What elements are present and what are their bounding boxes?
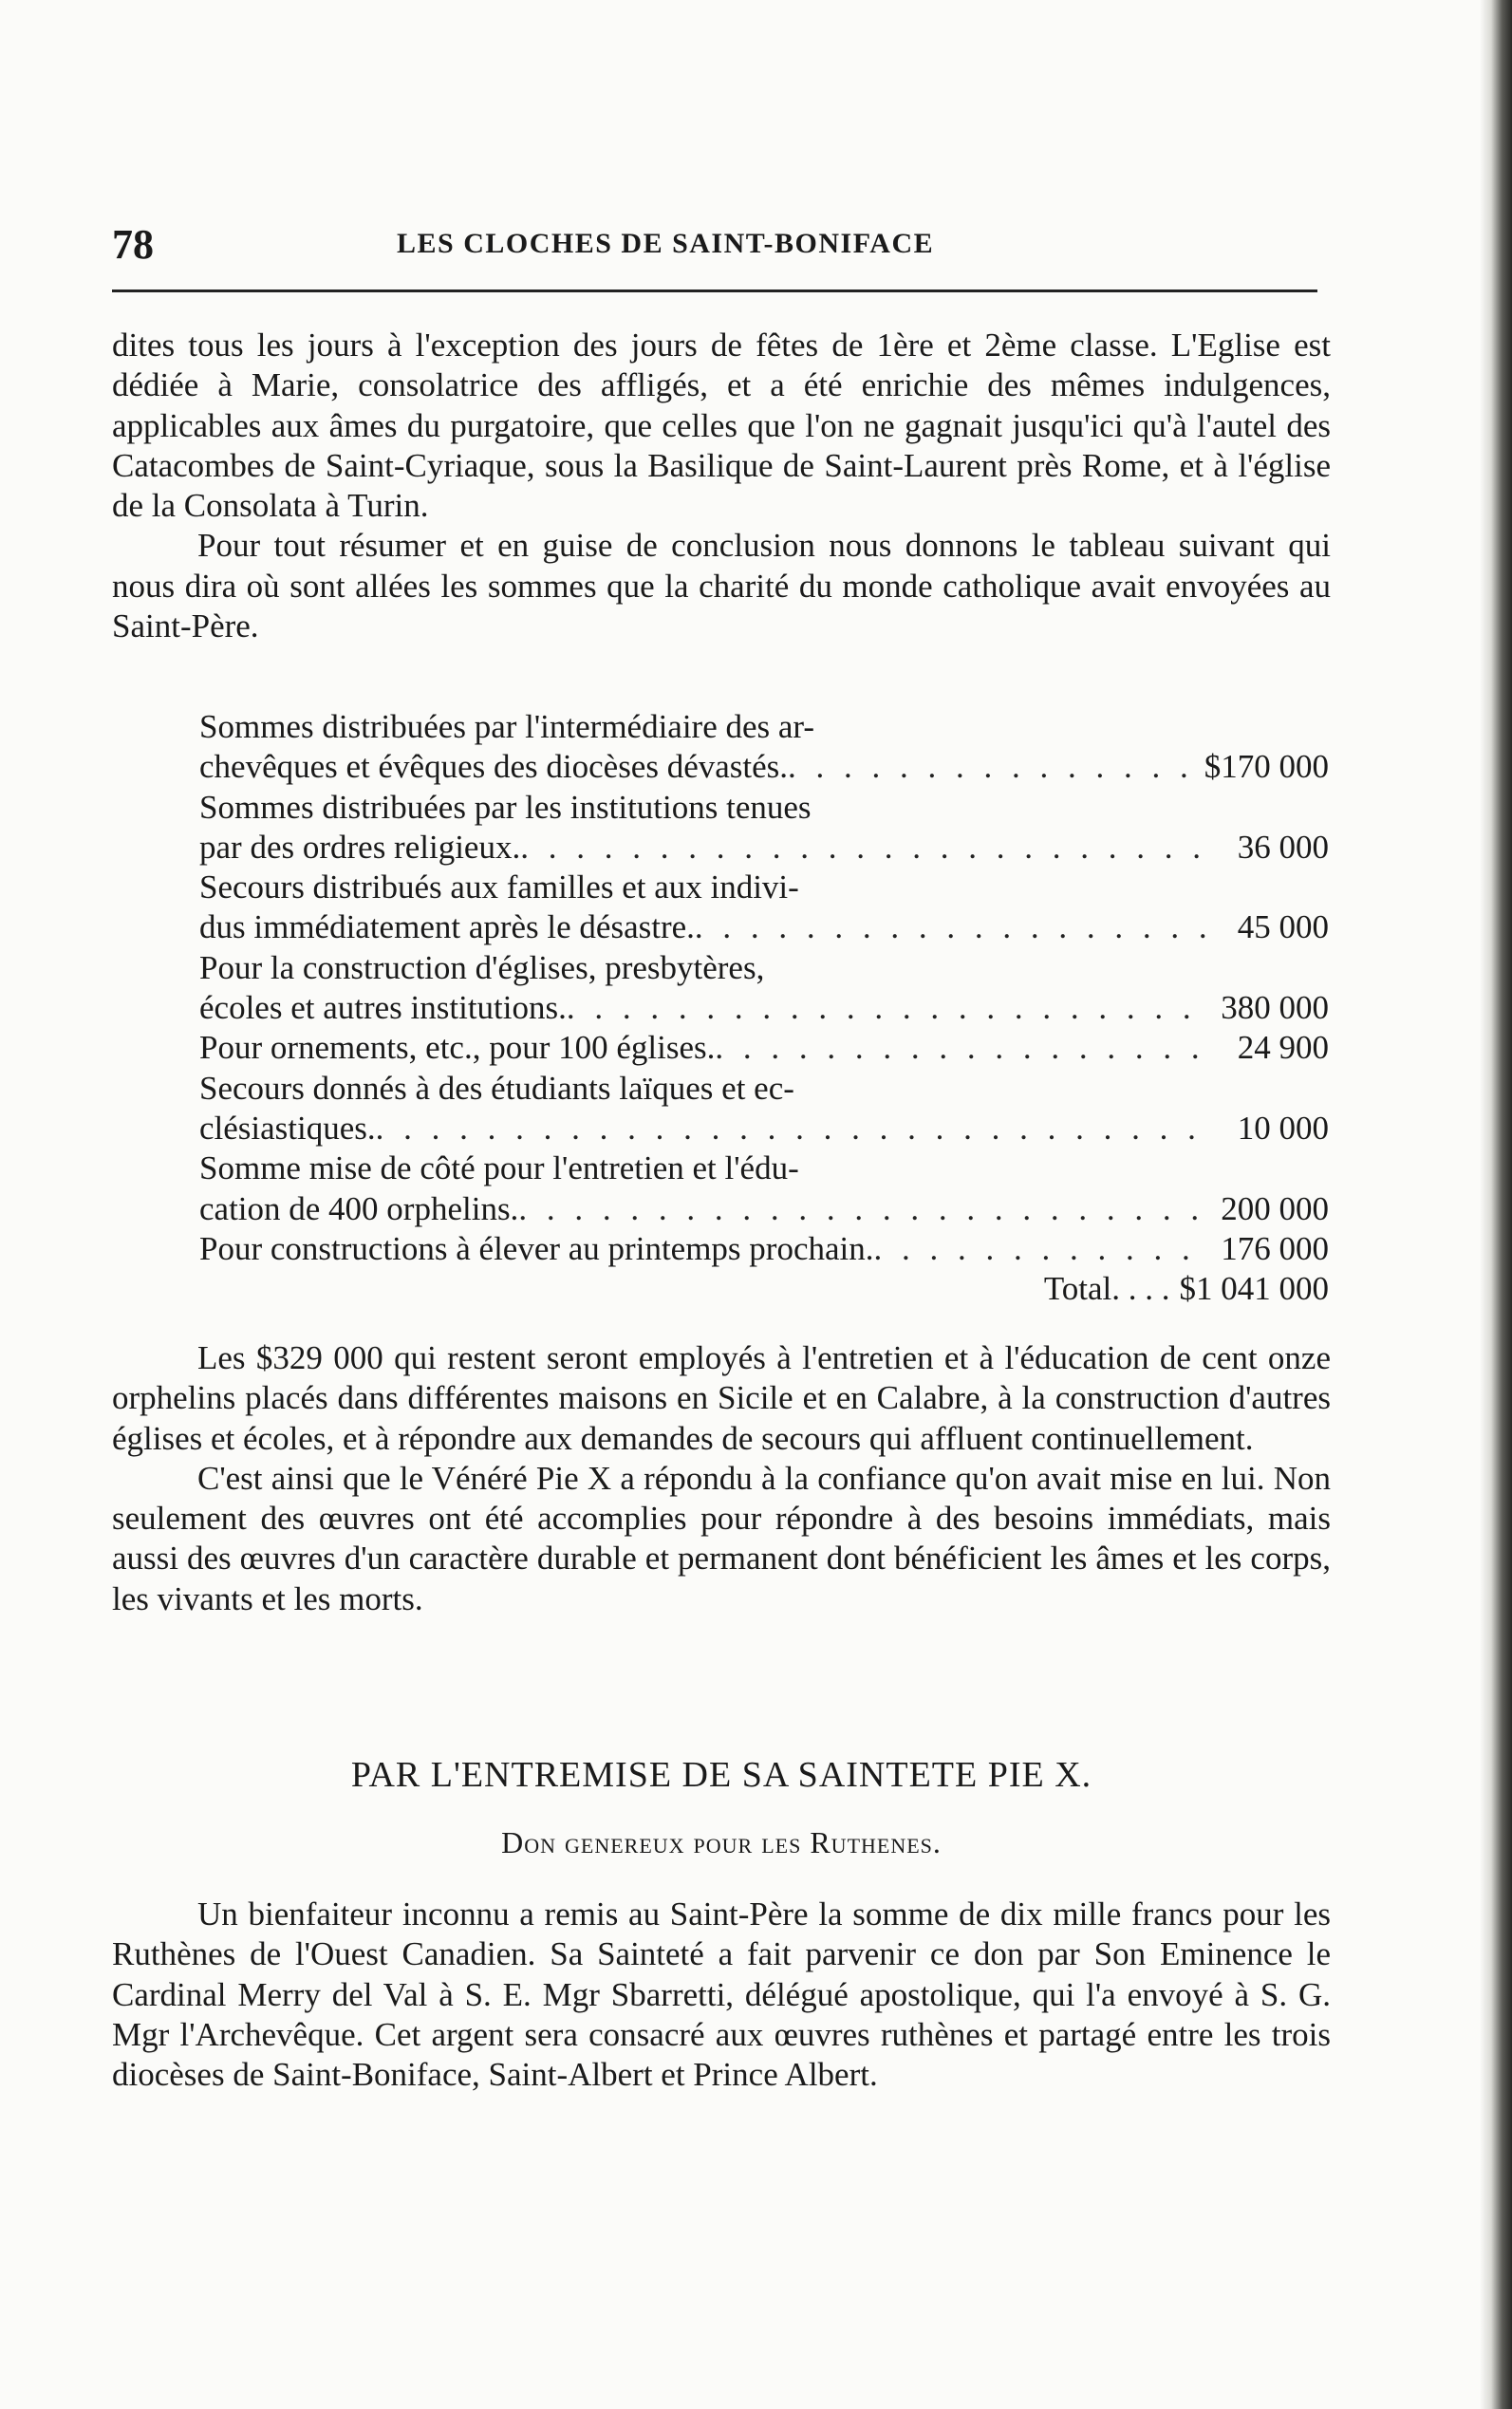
table-row-3-line2 bbox=[199, 907, 1329, 947]
table-amount: 380 000 bbox=[1221, 989, 1329, 1027]
paragraph: Pour tout résumer et en guise de conclusion nous donnons le tableau suivant qui nous dira où sont allées les sommes que la charité du monde catholique avait envoyées au Saint-Père. bbox=[112, 527, 1331, 645]
table-total-row bbox=[199, 1269, 1329, 1309]
text-block-top bbox=[112, 326, 1331, 646]
leader-dots bbox=[376, 1109, 1205, 1148]
table-label: Pour la construction d'églises, presbytères, bbox=[199, 948, 765, 986]
table-amount: 36 000 bbox=[1237, 828, 1329, 866]
table-row-7-line1 bbox=[199, 1148, 1329, 1188]
leader-dots bbox=[788, 747, 1204, 787]
table-row-1-line2 bbox=[199, 747, 1329, 787]
total-amount: $1 041 000 bbox=[1179, 1270, 1329, 1308]
paragraph: dites tous les jours à l'exception des jours de fêtes de 1ère et 2ème classe. L'Eglise est dédiée à Marie, consolatrice des affligés, et a été enrichie des mêmes indulgences, applicables aux âmes du purgatoire, que celles que l'on ne gagnait jusqu'ici qu'à l'autel des Catacombes de Saint-Cyriaque, sous la Basilique de Saint-Laurent près Rome, et à l'église de la Consolata à Turin. bbox=[112, 327, 1331, 525]
paragraph: Les $329 000 qui restent seront employés à l'entretien et à l'éducation de cent onze orphelins placés dans différentes maisons en Sicile et en Calabre, à la construction d'autres églises et écoles, et à répondre aux demandes de secours qui affluent continuellement. bbox=[112, 1339, 1331, 1457]
table-row-5 bbox=[199, 1028, 1329, 1068]
paragraph: C'est ainsi que le Vénéré Pie X a répondu à la confiance qu'on avait mise en lui. Non seulement des œuvres ont été accomplies pour répondre à des besoins immédiats, mais aussi des œuvres d'un caractère durable et permanent dont bénéficient les âmes et les corps, les vivants et les morts. bbox=[112, 1459, 1331, 1617]
leader-dots bbox=[518, 1189, 1205, 1229]
header-rule bbox=[112, 289, 1317, 292]
table-amount: 24 900 bbox=[1237, 1029, 1329, 1067]
table-row-4-line1 bbox=[199, 948, 1329, 988]
table-row-7-line2 bbox=[199, 1189, 1329, 1229]
table-row-8 bbox=[199, 1229, 1329, 1269]
table-amount: 10 000 bbox=[1237, 1109, 1329, 1147]
table-amount: 176 000 bbox=[1221, 1229, 1329, 1267]
table-label: Pour constructions à élever au printemps prochain. bbox=[199, 1229, 874, 1267]
leader-dots bbox=[715, 1028, 1205, 1068]
table-label: Sommes distribuées par l'intermédiaire des ar- bbox=[199, 708, 815, 745]
page-header bbox=[112, 220, 1317, 277]
table-label: Secours distribués aux familles et aux indivi- bbox=[199, 868, 799, 906]
table-label: clésiastiques. bbox=[199, 1109, 376, 1147]
text-block-bottom bbox=[112, 1895, 1331, 2095]
table-row-6-line1 bbox=[199, 1069, 1329, 1109]
paragraph: Un bienfaiteur inconnu a remis au Saint-Père la somme de dix mille francs pour les Ruthènes de l'Ouest Canadien. Sa Sainteté a fait parvenir ce don par Son Eminence le Cardinal Merry del Val à S. E. Mgr Sbarretti, délégué apostolique, qui l'a envoyé à S. G. Mgr l'Archevêque. Cet argent sera consacré aux œuvres ruthènes et partagé entre les trois diocèses de Saint-Boniface, Saint-Albert et Prince Albert. bbox=[112, 1895, 1331, 2094]
section-subtitle-text: Don genereux pour les Ruthenes. bbox=[501, 1825, 942, 1859]
table-label: Somme mise de côté pour l'entretien et l'édu- bbox=[199, 1149, 799, 1187]
funds-table bbox=[199, 707, 1329, 1309]
table-label: écoles et autres institutions. bbox=[199, 989, 567, 1027]
table-label: Sommes distribuées par les institutions tenues bbox=[199, 788, 812, 826]
table-row-2-line1 bbox=[199, 788, 1329, 828]
section-subtitle bbox=[112, 1825, 1331, 1860]
running-head: LES CLOCHES DE SAINT-BONIFACE bbox=[397, 228, 935, 259]
table-row-4-line2 bbox=[199, 988, 1329, 1028]
leader-dots bbox=[695, 907, 1205, 947]
table-label: Secours donnés à des étudiants laïques et ec- bbox=[199, 1069, 794, 1107]
table-row-6-line2 bbox=[199, 1109, 1329, 1148]
text-block-middle bbox=[112, 1338, 1331, 1619]
table-label: cation de 400 orphelins. bbox=[199, 1189, 519, 1227]
total-label: Total. . . . bbox=[1043, 1270, 1170, 1308]
leader-dots bbox=[567, 988, 1205, 1028]
table-amount: 200 000 bbox=[1221, 1189, 1329, 1227]
table-row-1-line1 bbox=[199, 707, 1329, 747]
leader-dots bbox=[520, 828, 1205, 868]
table-label: dus immédiatement après le désastre. bbox=[199, 908, 695, 946]
page-edge-shadow bbox=[1480, 0, 1512, 2409]
page-number: 78 bbox=[112, 221, 154, 268]
leader-dots bbox=[874, 1229, 1206, 1269]
table-row-2-line2 bbox=[199, 828, 1329, 868]
table-amount: $170 000 bbox=[1204, 748, 1329, 786]
table-label: Pour ornements, etc., pour 100 églises. bbox=[199, 1029, 716, 1067]
table-row-3-line1 bbox=[199, 868, 1329, 907]
table-label: chevêques et évêques des diocèses dévastés. bbox=[199, 748, 789, 786]
table-amount: 45 000 bbox=[1237, 908, 1329, 946]
section-title: PAR L'ENTREMISE DE SA SAINTETE PIE X. bbox=[350, 1755, 1092, 1795]
table-label: par des ordres religieux. bbox=[199, 828, 521, 866]
